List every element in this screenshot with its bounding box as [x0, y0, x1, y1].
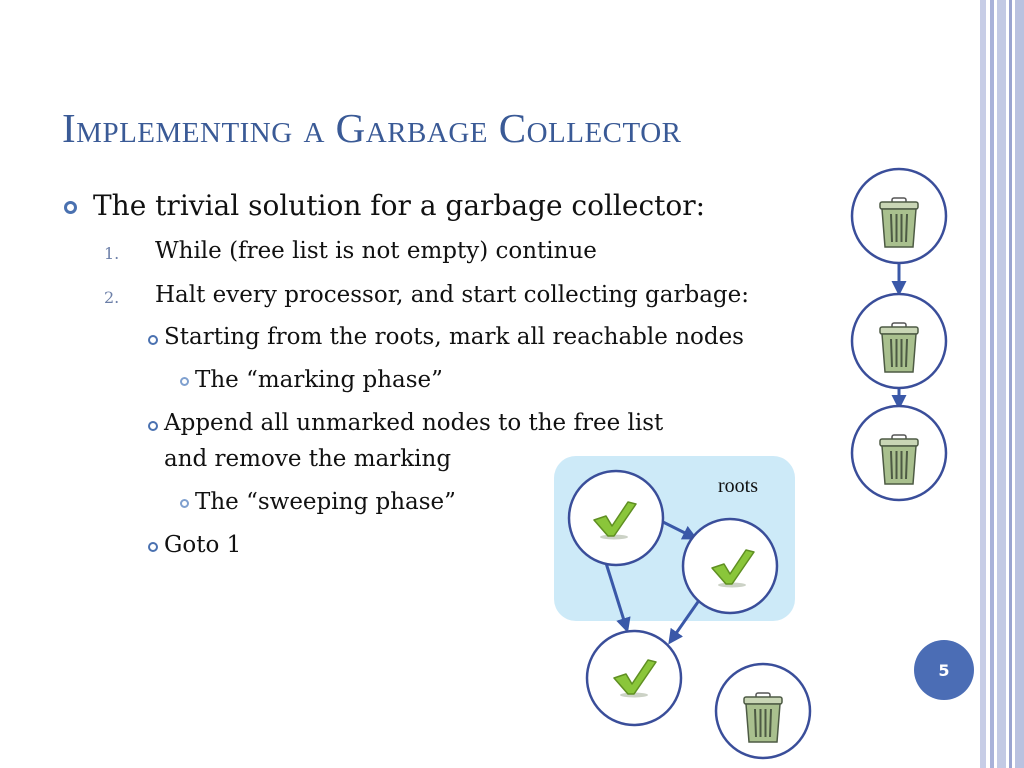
free-list-node-2 [852, 294, 946, 388]
main-bullet-text: The trivial solution for a garbage collector: [93, 189, 706, 222]
reference-arrow [661, 521, 695, 538]
sweeping-phase-text: The “sweeping phase” [195, 489, 456, 515]
root-node-marked-2 [683, 519, 777, 613]
unreachable-node [716, 664, 810, 758]
step-2-number: 2. [104, 288, 120, 307]
page-number-badge: 5 [914, 640, 974, 700]
step-1-number: 1. [104, 244, 120, 263]
trash-can-icon [880, 198, 918, 247]
trash-can-icon [880, 323, 918, 372]
free-list-node-1 [852, 169, 946, 263]
free-list-node-3 [852, 406, 946, 500]
marking-phase-text: The “marking phase” [195, 367, 443, 393]
sub-bullet-append-line1: Append all unmarked nodes to the free list [164, 410, 664, 436]
sub-bullet-goto: Goto 1 [164, 532, 242, 558]
reference-arrow [606, 563, 627, 630]
sub-bullet-mark: Starting from the roots, mark all reachable nodes [164, 324, 744, 350]
trash-can-icon [880, 435, 918, 484]
reference-arrow [670, 599, 700, 642]
root-node-marked-1 [569, 471, 663, 565]
step-2-text: Halt every processor, and start collecting garbage: [155, 282, 749, 308]
sub-bullet-append-line2: and remove the marking [164, 446, 452, 472]
step-1-text: While (free list is not empty) continue [155, 238, 597, 264]
roots-label: roots [718, 475, 758, 497]
trash-can-icon [744, 693, 782, 742]
reachable-node-marked [587, 631, 681, 725]
slide-title: Implementing a Garbage Collector [62, 105, 682, 151]
